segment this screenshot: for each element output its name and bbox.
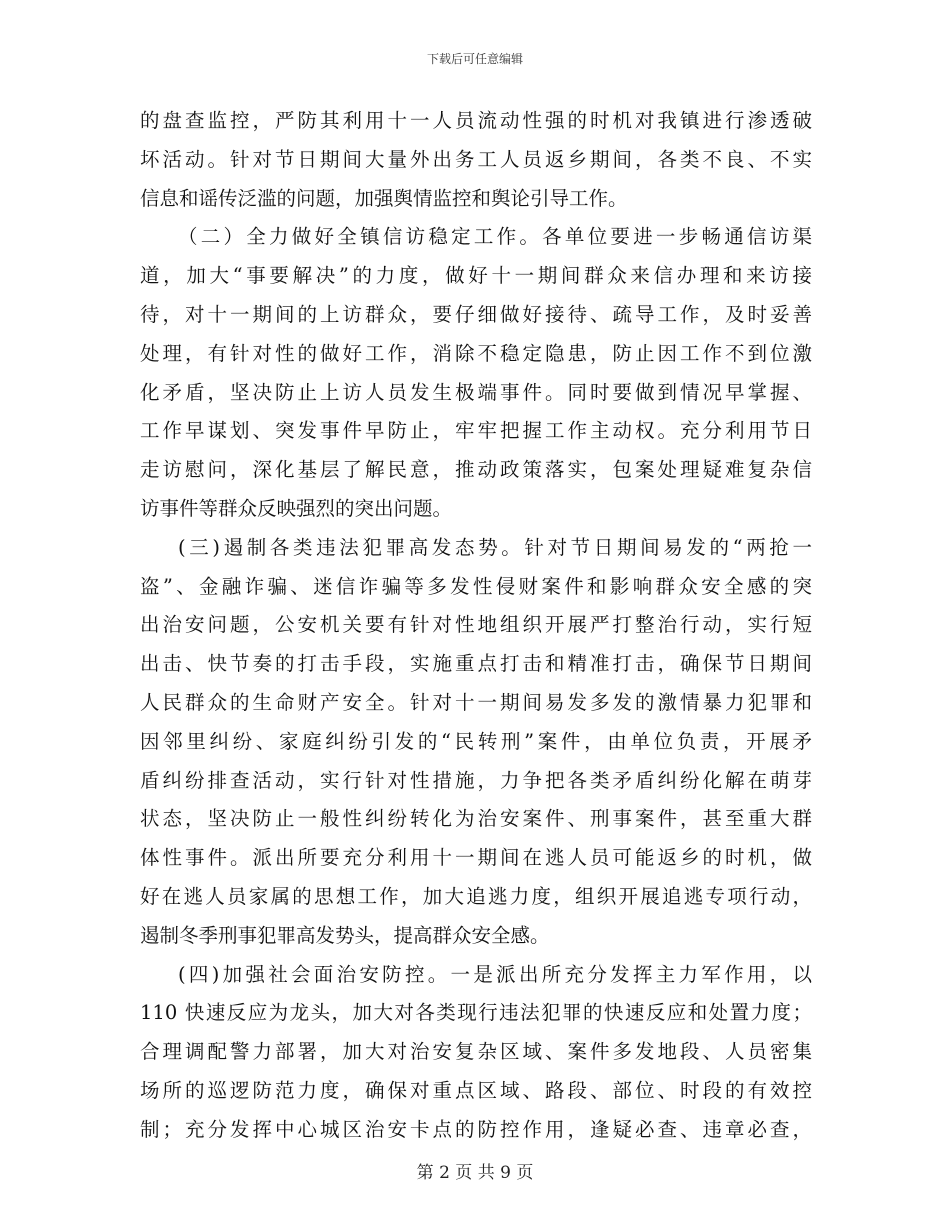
text-line: 人民群众的生命财产安全。针对十一期间易发多发的激情暴力犯罪和 xyxy=(140,690,812,714)
document-body xyxy=(140,102,812,1150)
text-line: 处理，有针对性的做好工作，消除不稳定隐患，防止因工作不到位激 xyxy=(140,341,812,365)
text-line: 合理调配警力部署，加大对治安复杂区域、案件多发地段、人员密集 xyxy=(140,1040,812,1064)
text-line: 走访慰问，深化基层了解民意，推动政策落实，包案处理疑难复杂信 xyxy=(140,458,812,482)
text-line: 工作早谋划、突发事件早防止，牢牢把握工作主动权。充分利用节日 xyxy=(140,419,812,443)
text-line: 盗”、金融诈骗、迷信诈骗等多发性侵财案件和影响群众安全感的突 xyxy=(140,574,812,598)
text-line: 遏制冬季刑事犯罪高发势头，提高群众安全感。 xyxy=(140,923,550,947)
text-line: 道，加大“事要解决”的力度，做好十一期间群众来信办理和来访接 xyxy=(140,264,812,288)
text-line: (三)遏制各类违法犯罪高发态势。针对节日期间易发的“两抢一 xyxy=(178,535,812,559)
text-line: 好在逃人员家属的思想工作，加大追逃力度，组织开展追逃专项行动， xyxy=(140,884,812,908)
text-line: 状态，坚决防止一般性纠纷转化为治安案件、刑事案件，甚至重大群 xyxy=(140,807,812,831)
text-line: (四)加强社会面治安防控。一是派出所充分发挥主力军作用，以 xyxy=(178,962,812,986)
text-line: 出击、快节奏的打击手段，实施重点打击和精准打击，确保节日期间 xyxy=(140,652,812,676)
text-line: 信息和谣传泛滥的问题，加强舆情监控和舆论引导工作。 xyxy=(140,186,628,210)
text-line: 出治安问题，公安机关要有针对性地组织开展严打整治行动，实行短 xyxy=(140,613,812,637)
text-line: 待，对十一期间的上访群众，要仔细做好接待、疏导工作，及时妥善 xyxy=(140,302,812,326)
text-line: 制；充分发挥中心城区治安卡点的防控作用，逢疑必查、违章必查， xyxy=(140,1117,812,1141)
text-line: 的盘查监控，严防其利用十一人员流动性强的时机对我镇进行渗透破 xyxy=(140,109,812,132)
text-line: 访事件等群众反映强烈的突出问题。 xyxy=(140,496,453,520)
page-footer: 第 2 页 共 9 页 xyxy=(416,1163,534,1183)
text-line: 化矛盾，坚决防止上访人员发生极端事件。同时要做到情况早掌握、 xyxy=(140,380,812,404)
text-line: 体性事件。派出所要充分利用十一期间在逃人员可能返乡的时机，做 xyxy=(140,846,812,870)
text-line: 坏活动。针对节日期间大量外出务工人员返乡期间，各类不良、不实 xyxy=(140,147,812,171)
page-header: 下载后可任意编辑 xyxy=(426,52,523,66)
text-line: 因邻里纠纷、家庭纠纷引发的“民转刑”案件，由单位负责，开展矛 xyxy=(140,729,812,753)
text-line: （二）全力做好全镇信访稳定工作。各单位要进一步畅通信访渠 xyxy=(178,225,812,249)
text-line: 盾纠纷排查活动，实行针对性措施，力争把各类矛盾纠纷化解在萌芽 xyxy=(140,768,812,792)
text-line: 场所的巡逻防范力度，确保对重点区域、路段、部位、时段的有效控 xyxy=(140,1078,812,1102)
text-line: 110 快速反应为龙头，加大对各类现行违法犯罪的快速反应和处置力度； xyxy=(140,1001,812,1025)
